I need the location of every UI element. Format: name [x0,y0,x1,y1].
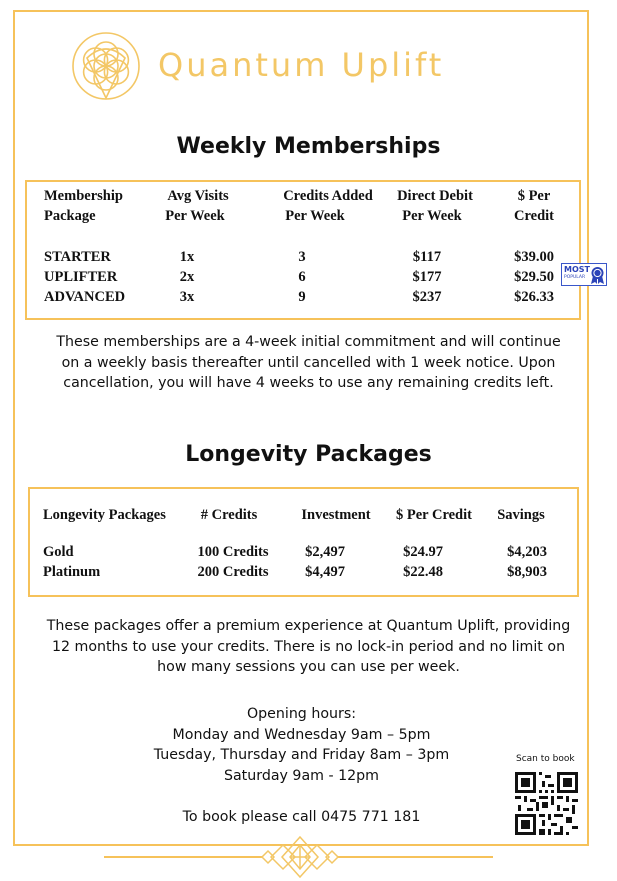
note-line: cancellation, you will have 4 weeks to use any remaining credits left. [63,375,554,391]
longevity-packages-note [20,616,597,678]
table-header: Per Week [165,208,225,224]
most-popular-badge [561,263,607,286]
booking-phone: To book please call 0475 771 181 [182,809,421,825]
table-cell: $8,903 [507,564,547,580]
table-header: $ Per Credit [396,507,472,523]
table-header: Package [44,208,96,224]
qr-code-icon[interactable] [515,772,578,835]
table-cell: $117 [412,249,442,265]
table-header: Credits Added [283,188,373,204]
table-cell: 3x [179,289,195,305]
table-cell: $4,203 [507,544,547,560]
note-line: on a weekly basis thereafter until cancelled with 1 week notice. Upon [61,354,556,371]
opening-hours [0,704,603,786]
table-cell: $24.97 [403,544,443,560]
longevity-packages-title: Longevity Packages [185,442,432,467]
table-cell: 3 [298,249,306,265]
note-line: 12 months to use your credits. There is no lock-in period and no limit on [51,638,566,655]
table-cell: $29.50 [514,269,554,285]
table-cell: Gold [43,544,74,560]
table-cell: $26.33 [514,289,554,305]
opening-hours-line: Tuesday, Thursday and Friday 8am – 3pm [153,747,450,763]
table-header: Investment [301,507,371,523]
table-cell: UPLIFTER [44,269,118,285]
opening-hours-line: Saturday 9am - 12pm [223,767,379,784]
footer-divider-right [338,856,493,858]
table-cell: 6 [298,269,306,285]
badge-sublabel: POPULAR [564,275,586,280]
opening-hours-line: Monday and Wednesday 9am – 5pm [172,726,431,743]
badge-label: MOST [564,265,590,274]
award-ribbon-icon [589,266,606,285]
table-cell: 9 [298,289,306,305]
table-header: Avg Visits [167,188,229,204]
scan-to-book-label: Scan to book [516,754,575,764]
longevity-packages-table [28,487,579,597]
table-cell: $177 [412,269,442,285]
table-header: Per Week [285,208,345,224]
opening-hours-title: Opening hours: [246,706,356,722]
table-cell: Platinum [43,564,101,580]
table-header: Savings [497,507,545,523]
table-header: Membership [44,188,123,204]
table-cell: STARTER [44,249,111,265]
note-line: These packages offer a premium experience at Quantum Uplift, providing [46,618,571,634]
footer-divider-left [104,856,262,858]
weekly-memberships-note [20,332,597,394]
table-header: Credit [513,208,555,224]
table-cell: $2,497 [305,544,345,560]
table-cell: $39.00 [514,249,554,265]
weekly-memberships-title: Weekly Memberships [176,134,441,159]
brand-name: Quantum Uplift [158,46,445,84]
weekly-memberships-table [25,180,581,320]
table-cell: $22.48 [403,564,443,580]
diamond-ornament-icon [258,835,342,879]
table-header: $ Per [517,188,551,204]
table-header: Per Week [402,208,462,224]
table-header: Longevity Packages [43,507,166,523]
table-cell: 1x [179,249,195,265]
table-cell: 2x [179,269,195,285]
table-cell: 200 Credits [197,564,269,580]
table-cell: $4,497 [305,564,345,580]
table-cell: ADVANCED [44,289,126,305]
note-line: how many sessions you can use per week. [157,659,460,675]
note-line: These memberships are a 4-week initial commitment and will continue [56,334,561,350]
table-cell: 100 Credits [197,544,269,560]
table-header: Direct Debit [397,188,473,204]
table-cell: $237 [412,289,442,305]
table-header: # Credits [200,507,258,523]
flower-of-life-logo-icon [69,28,143,106]
